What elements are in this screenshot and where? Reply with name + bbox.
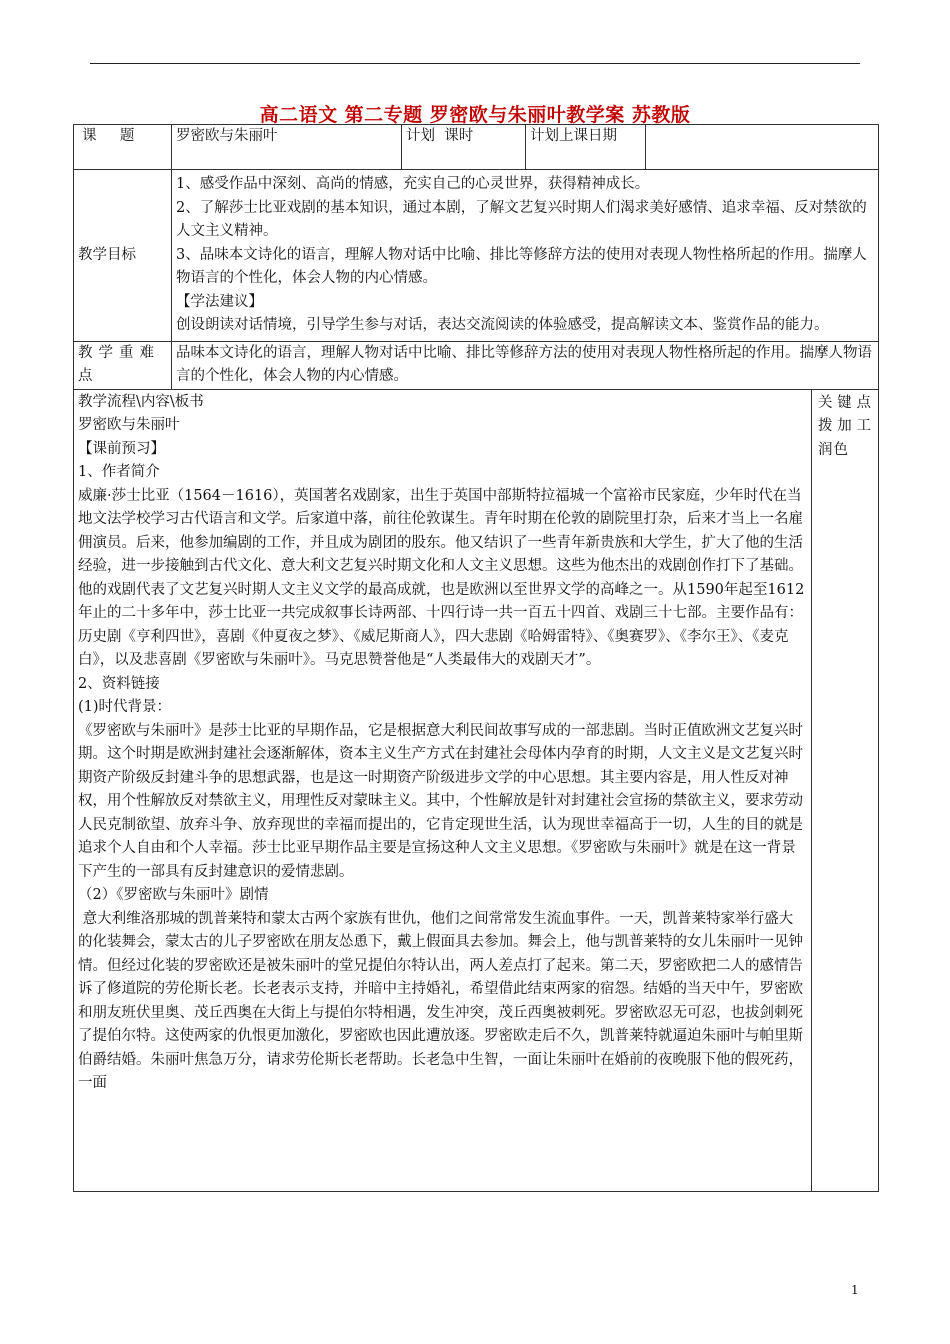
plan-date-label: 计划上课日期 xyxy=(526,125,646,170)
preview-heading: 【课前预习】 xyxy=(78,440,165,457)
keypoints-label: 教学重难点 xyxy=(74,341,172,389)
goal-item: 1、感受作品中深刻、高尚的情感，充实自己的心灵世界，获得精神成长。 xyxy=(176,176,650,192)
lesson-plan-table xyxy=(73,124,879,1192)
page-number: 1 xyxy=(851,1283,859,1297)
goals-content xyxy=(172,170,879,342)
author-heading: 1、作者简介 xyxy=(78,464,160,480)
study-advice-heading: 【学法建议】 xyxy=(176,293,263,310)
background-paragraph: 《罗密欧与朱丽叶》是莎士比亚的早期作品，它是根据意大利民间故事写成的一部悲剧。当时正值欧洲文艺复兴时期。这个时期是欧洲封建社会逐渐解体，资本主义生产方式在封建社会母体内孕育的时期，人文主义是文艺复兴时期资产阶级反封建斗争的思想武器，也是这一时期资产阶级进步文学的中心思想。其主要内容是，用人性反对神权，用个性解放反对禁欲主义，用理性反对蒙昧主义。其中，个性解放是针对封建社会宣扬的禁欲主义，要求劳动人民克制欲望、放弃斗争、放弃现世的幸福而提出的，它肯定现世生活，认为现世幸福高于一切，人生的目的就是追求个人自由和个人幸福。莎士比亚早期作品主要是宣扬这种人文主义思想。《罗密欧与朱丽叶》就是在这一背景下产生的一部具有反封建意识的爱情悲剧。 xyxy=(78,722,803,880)
topic-row xyxy=(74,125,879,170)
goal-item: 2、了解莎士比亚戏剧的基本知识，通过本剧，了解文艺复兴时期人们渴求美好感情、追求幸福、反对禁欲的人文主义精神。 xyxy=(176,199,867,239)
topic-label: 课 题 xyxy=(74,125,172,170)
plot-paragraph: 意大利维洛那城的凯普莱特和蒙太古两个家族有世仇，他们之间常常发生流血事件。一天，凯普莱特家举行盛大的化装舞会，蒙太古的儿子罗密欧在朋友怂恿下，戴上假面具去参加。舞会上，他与凯普莱特的女儿朱丽叶一见钟情。但经过化装的罗密欧还是被朱丽叶的堂兄提伯尔特认出，两人差点打了起来。第二天，罗密欧把二人的感情告诉了修道院的劳伦斯长老。长老表示支持，并暗中主持婚礼，希望借此结束两家的宿怨。结婚的当天中午，罗密欧和朋友班伏里奥、茂丘西奥在大街上与提伯尔特相遇，发生冲突，茂丘西奥被刺死。罗密欧忍无可忍，也拔剑刺死了提伯尔特。这使两家的仇恨更加激化，罗密欧也因此遭放逐。罗密欧走后不久，凯普莱特就逼迫朱丽叶与帕里斯伯爵结婚。朱丽叶焦急万分，请求劳伦斯长老帮助。长老急中生智，一面让朱丽叶在婚前的夜晚服下他的假死药，一面 xyxy=(78,910,803,1091)
goals-row xyxy=(74,170,879,342)
plan-hours-label: 计划 课时 xyxy=(402,125,526,170)
goals-label: 教学目标 xyxy=(74,170,172,342)
document-title: 高二语文 第二专题 罗密欧与朱丽叶教学案 苏教版 xyxy=(259,104,691,126)
author-paragraph: 威廉·莎士比亚（1564－1616），英国著名戏剧家，出生于英国中部斯特拉福城一个富裕市民家庭，少年时代在当地文法学校学习古代语言和文学。后家道中落，前往伦敦谋生。青年时期在伦敦的剧院里打杂，后来才当上一名雇佣演员。后来，他参加编剧的工作，并且成为剧团的股东。他又结识了一些青年新贵族和大学生，扩大了他的生活经验，进一步接触到古代文化、意大利文艺复兴时期文化和人文主义思想。这些为他杰出的戏剧创作打下了基础。他的戏剧代表了文艺复兴时期人文主义文学的最高成就，也是欧洲以至世界文学的高峰之一。从1590年起至1612年止的二十多年中，莎士比亚一共完成叙事长诗两部、十四行诗一共一百五十四首、戏剧三十七部。主要作品有：历史剧《亨利四世》，喜剧《仲夏夜之梦》、《威尼斯商人》，四大悲剧《哈姆雷特》、《奥赛罗》、《李尔王》、《麦克白》，以及悲喜剧《罗密欧与朱丽叶》。马克思赞誉他是“人类最伟大的戏剧天才”。 xyxy=(78,487,805,668)
flow-row xyxy=(74,389,879,1191)
header-rule xyxy=(90,63,860,64)
background-heading: (1)时代背景： xyxy=(78,699,172,715)
side-note: 关键点拨加工润色 xyxy=(812,389,879,1191)
goal-item: 3、品味本文诗化的语言，理解人物对话中比喻、排比等修辞方法的使用对表现人物性格所起的作用。揣摩人物语言的个性化，体会人物的内心情感。 xyxy=(176,246,867,286)
flow-heading: 教学流程\内容\板书 xyxy=(78,393,204,410)
keypoints-row xyxy=(74,341,879,389)
study-advice-text: 创设朗读对话情境，引导学生参与对话，表达交流阅读的体验感受，提高解读文本、鉴赏作品的能力。 xyxy=(176,317,829,333)
topic-value: 罗密欧与朱丽叶 xyxy=(172,125,402,170)
flow-content xyxy=(74,389,812,1191)
plan-date-value xyxy=(646,125,879,170)
plot-heading: （2）《罗密欧与朱丽叶》剧情 xyxy=(78,887,269,903)
resource-heading: 2、资料链接 xyxy=(78,675,160,692)
keypoints-content: 品味本文诗化的语言，理解人物对话中比喻、排比等修辞方法的使用对表现人物性格所起的作用。揣摩人物语言的个性化，体会人物的内心情感。 xyxy=(172,341,879,389)
flow-title: 罗密欧与朱丽叶 xyxy=(78,417,180,433)
